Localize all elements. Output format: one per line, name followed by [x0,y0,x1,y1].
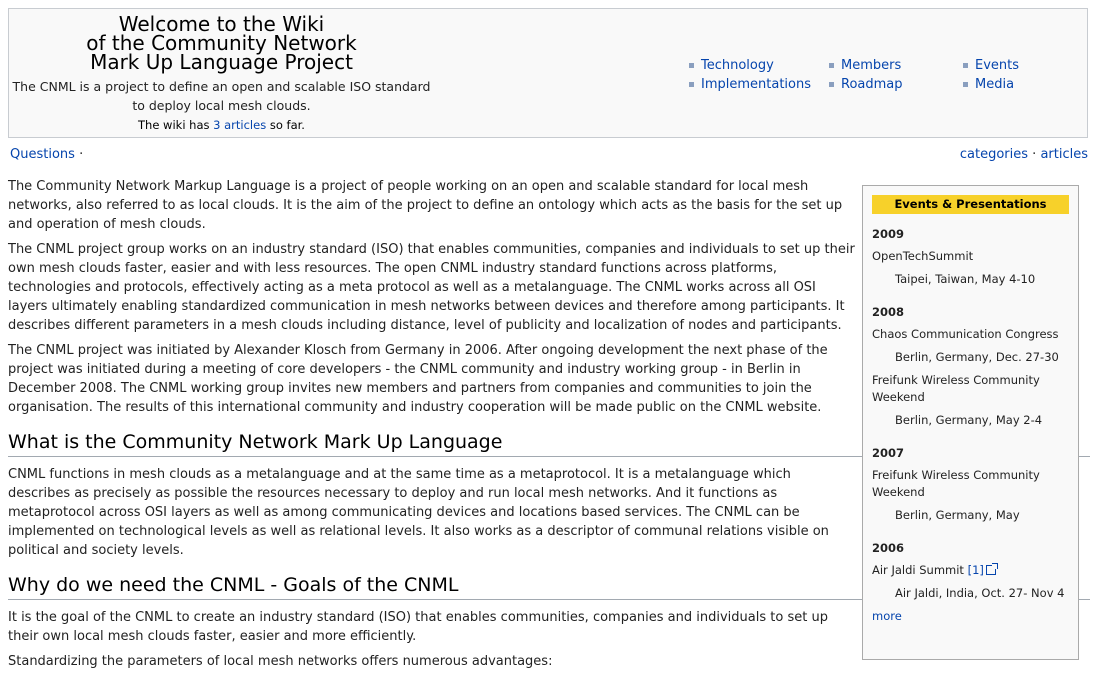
portal-link-media[interactable]: Media [975,77,1015,92]
bullet-icon [829,82,834,87]
event-year: 2008 [872,305,905,319]
questions-link[interactable]: Questions [10,147,75,162]
top-links-left [10,146,83,164]
portal-link-members[interactable]: Members [841,58,902,73]
section-what-is-paragraph: CNML functions in mesh clouds as a metalanguage and at the same time as a metaprotocol. It is a metalanguage which describes as precisely as possible the resources necessary to deploy and run local mesh networks. And it functions as metaprotocol across OSI layers as well as among communicating devices and locations based services. The CNML can be implemented on technological levels as well as relational levels. It also works as a descriptor of communal relations visible on political and society levels. [8,467,829,558]
event-name-text: Air Jaldi Summit [872,563,964,577]
welcome-title [9,12,434,74]
portal-link-roadmap[interactable]: Roadmap [841,77,903,92]
separator: · [79,147,84,162]
intro-paragraph-2: The CNML project group works on an industry standard (ISO) that enables communities, companies and individuals to set up their own mesh clouds faster, easier and with less resources. The open CNML industry standard functions across platforms, technologies and protocols, effectively acting as a meta protocol as well as a metalanguage. The CNML works across all OSI layers ultimately enabling standardized communication in mesh networks between devices and therefore among participants. It describes different parameters in a mesh clouds including distance, level of publicity and localization of nodes and participants. [8,242,855,333]
portal-item-roadmap [829,75,963,94]
portal-links [689,56,1073,94]
event-name: Chaos Communication Congress [872,327,1059,341]
event-name: OpenTechSummit [872,249,974,263]
article-count-prefix: The wiki has [138,118,210,132]
section-heading-what-is: What is the Community Network Mark Up Language [8,431,1090,457]
welcome-title-line-2: of the Community Network [86,31,357,55]
event-name [872,562,1069,579]
event-year: 2009 [872,227,905,241]
portal-item-technology [689,56,829,75]
intro-paragraph-3: The CNML project was initiated by Alexander Klosch from Germany in 2006. After ongoing development the next phase of the project was initiated during a meeting of core developers - the CNML community and industry working group - in Berlin in December 2008. The CNML working group invites new members and partners from companies and communities to join the organisation. The results of this international community and industry cooperation will be made public on the CNML website. [8,343,828,415]
event-location: Taipei, Taiwan, May 4-10 [895,272,1036,286]
more-events-link[interactable]: more [872,609,902,623]
event-year: 2007 [872,446,905,460]
event-location: Berlin, Germany, May [895,508,1020,522]
section-heading-goals: Why do we need the CNML - Goals of the CNML [8,574,1090,600]
portal-item-events [963,56,1073,75]
portal-item-implementations [689,75,829,94]
event-year: 2006 [872,541,905,555]
event-name: Freifunk Wireless Community Weekend [872,373,1040,404]
portal-item-media [963,75,1073,94]
article-count-suffix: so far. [269,118,305,132]
events-sidebar [862,185,1079,660]
portal-link-implementations[interactable]: Implementations [701,77,811,92]
portal-item-members [829,56,963,75]
event-location: Air Jaldi, India, Oct. 27- Nov 4 [895,586,1065,600]
articles-link[interactable]: articles [1040,147,1088,162]
bullet-icon [829,63,834,68]
event-location: Berlin, Germany, May 2-4 [895,413,1043,427]
article-count-link[interactable]: 3 articles [213,118,267,132]
welcome-section [9,12,434,132]
article-count [9,118,434,132]
intro-paragraph-1: The Community Network Markup Language is a project of people working on an open and scalable standard for local mesh networks, also referred to as local clouds. It is the aim of the project to define an ontology which acts as the basis for the set up and operation of mesh clouds. [8,179,843,232]
event-name: Freifunk Wireless Community Weekend [872,468,1040,499]
welcome-title-line-1: Welcome to the Wiki [118,12,325,36]
welcome-description [9,77,434,115]
bullet-icon [963,63,968,68]
categories-link[interactable]: categories [959,147,1029,162]
welcome-description-line-1: The CNML is a project to define an open and scalable ISO standard [12,79,431,94]
event-location: Berlin, Germany, Dec. 27-30 [895,350,1059,364]
portal-link-events[interactable]: Events [975,58,1020,73]
top-links-right [960,146,1088,164]
goals-paragraph-2: Standardizing the parameters of local mesh networks offers numerous advantages: [8,654,553,669]
welcome-description-line-2: to deploy local mesh clouds. [132,98,311,113]
external-link-icon [986,565,996,575]
portal-link-technology[interactable]: Technology [701,58,774,73]
bullet-icon [689,63,694,68]
welcome-header-box [8,8,1088,138]
event-external-link[interactable]: [1] [967,563,984,577]
main-content [8,177,856,677]
separator: · [1032,147,1037,162]
goals-paragraph-1: It is the goal of the CNML to create an industry standard (ISO) that enables communities, companies and individuals to set up their own local mesh clouds faster, easier and more efficiently. [8,610,828,644]
welcome-title-line-3: Mark Up Language Project [90,50,353,74]
events-sidebar-title: Events & Presentations [872,195,1069,214]
bullet-icon [689,82,694,87]
bullet-icon [963,82,968,87]
